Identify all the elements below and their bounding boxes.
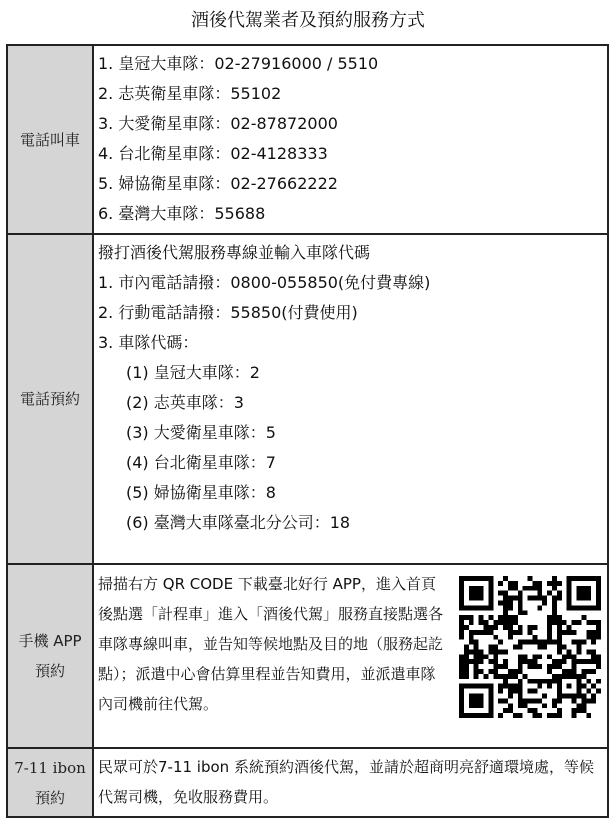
label-mobile-app-line1: 手機 APP bbox=[18, 632, 82, 650]
code-item: (4) 台北衛星車隊：7 bbox=[126, 453, 276, 472]
label-phone-booking: 電話預約 bbox=[7, 234, 93, 564]
row-mobile-app bbox=[7, 564, 608, 748]
list-item: 3. 車隊代碼： bbox=[98, 333, 199, 352]
code-item: (6) 臺灣大車隊臺北分公司：18 bbox=[126, 513, 351, 532]
list-item: 3. 大愛衛星車隊：02-87872000 bbox=[98, 114, 338, 133]
code-item: (2) 志英車隊：3 bbox=[126, 393, 244, 412]
code-item: (1) 皇冠大車隊：2 bbox=[126, 363, 260, 382]
code-item: (3) 大愛衛星車隊：5 bbox=[126, 423, 276, 442]
code-item: (5) 婦協衛星車隊：8 bbox=[126, 483, 276, 502]
list-item: 2. 志英衛星車隊：55102 bbox=[98, 84, 282, 103]
label-mobile-app-line2: 預約 bbox=[34, 662, 65, 680]
label-phone-call: 電話叫車 bbox=[7, 45, 93, 234]
content-phone-booking bbox=[93, 234, 608, 564]
label-ibon bbox=[7, 748, 93, 817]
label-mobile-app bbox=[7, 564, 93, 748]
label-ibon-line2: 預約 bbox=[34, 788, 65, 807]
list-item: 1. 市內電話請撥：0800-055850(免付費專線) bbox=[98, 273, 431, 292]
service-table bbox=[6, 44, 609, 818]
qr-code-icon bbox=[459, 576, 601, 718]
content-phone-call bbox=[93, 45, 608, 234]
content-mobile-app bbox=[93, 564, 608, 748]
label-ibon-line1: 7-11 ibon bbox=[14, 758, 86, 777]
row-phone-booking bbox=[7, 234, 608, 564]
list-item: 4. 台北衛星車隊：02-4128333 bbox=[98, 144, 328, 163]
list-item: 2. 行動電話請撥：55850(付費使用) bbox=[98, 303, 358, 322]
list-item: 6. 臺灣大車隊：55688 bbox=[98, 204, 266, 223]
list-item: 5. 婦協衛星車隊：02-27662222 bbox=[98, 174, 338, 193]
row-ibon bbox=[7, 748, 608, 817]
booking-intro: 撥打酒後代駕服務專線並輸入車隊代碼 bbox=[98, 243, 371, 262]
ibon-instructions: 民眾可於7-11 ibon 系統預約酒後代駕，並請於超商明亮舒適環境處，等候代駕司機，免收服務費用。 bbox=[98, 758, 594, 806]
page-title: 酒後代駕業者及預約服務方式 bbox=[191, 10, 425, 31]
content-ibon bbox=[93, 748, 608, 817]
row-phone-call bbox=[7, 45, 608, 234]
app-instructions: 掃描右方 QR CODE 下載臺北好行 APP，進入首頁後點選「計程車」進入「酒後代駕」服務直接點選各車隊專線叫車，並告知等候地點及目的地（服務起訖點）；派遣中心會估算里程並告知費用，並派遣車隊內司機前往代駕。 bbox=[98, 575, 444, 713]
list-item: 1. 皇冠大車隊：02-27916000 / 5510 bbox=[98, 54, 379, 73]
